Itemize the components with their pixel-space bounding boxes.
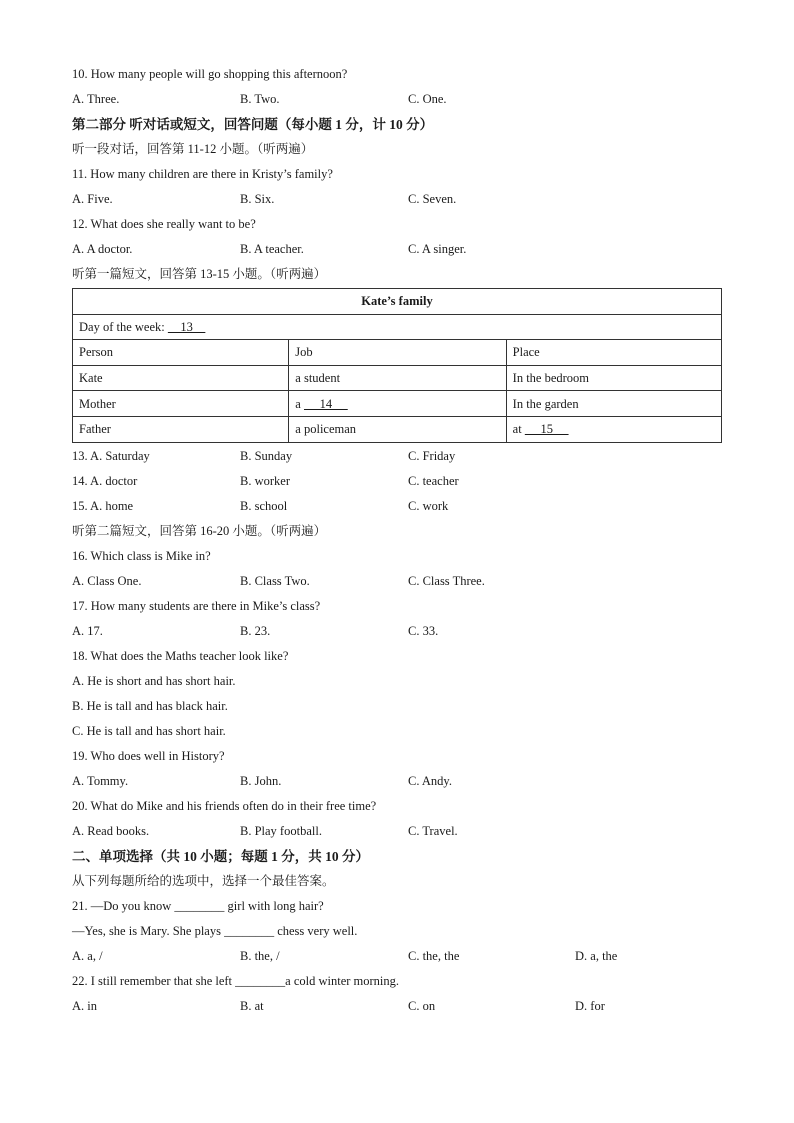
options-row (72, 619, 722, 644)
question-11: 11. How many children are there in Kristy’s family? (72, 167, 333, 181)
table-cell: a policeman (289, 416, 506, 442)
kates-family-table (72, 288, 722, 443)
option-c[interactable]: C. 33. (408, 623, 439, 638)
option-c[interactable]: C. Friday (408, 448, 456, 463)
option-c[interactable]: C. Andy. (408, 773, 452, 788)
options-row (72, 994, 722, 1019)
option-a[interactable]: A. He is short and has short hair. (72, 673, 236, 688)
option-a[interactable]: A. in (72, 998, 97, 1013)
option-b[interactable]: B. school (240, 498, 288, 513)
section-heading: 第二部分 听对话或短文，回答问题（每小题 1 分，计 10 分） (72, 117, 434, 132)
option-b[interactable]: B. John. (240, 773, 282, 788)
question-21-reply: —Yes, she is Mary. She plays ________ chess very well. (72, 923, 358, 938)
option-a[interactable]: 14. A. doctor (72, 473, 138, 488)
option-c[interactable]: C. A singer. (408, 242, 467, 256)
instruction: 从下列每题所给的选项中，选择一个最佳答案。 (72, 873, 335, 888)
options-row (72, 237, 722, 262)
option-c[interactable]: C. One. (408, 92, 447, 106)
table-header: Person (73, 340, 289, 366)
option-b[interactable]: B. A teacher. (240, 242, 304, 256)
options-row-15 (72, 494, 722, 519)
option-a[interactable]: A. Class One. (72, 573, 142, 588)
option-b[interactable]: B. Six. (240, 192, 275, 206)
option-a[interactable]: A. Three. (72, 92, 120, 106)
table-header: Place (506, 340, 721, 366)
option-b[interactable]: B. Two. (240, 92, 280, 106)
question-18: 18. What does the Maths teacher look like? (72, 648, 289, 663)
table-row (73, 365, 722, 391)
table-cell: Kate (73, 365, 289, 391)
table-cell (73, 314, 722, 340)
option-a[interactable]: A. Read books. (72, 823, 150, 838)
options-row (72, 87, 722, 112)
table-row (73, 289, 722, 315)
option-c[interactable]: C. teacher (408, 473, 459, 488)
option-a[interactable]: A. Five. (72, 192, 113, 206)
exam-page (72, 62, 722, 1019)
instruction: 听第二篇短文，回答第 16-20 小题。（听两遍） (72, 523, 327, 538)
instruction: 听第一篇短文，回答第 13-15 小题。（听两遍） (72, 267, 327, 281)
options-row-14 (72, 469, 722, 494)
option-c[interactable]: C. He is tall and has short hair. (72, 723, 226, 738)
option-c[interactable]: C. on (408, 998, 436, 1013)
option-c[interactable]: C. work (408, 498, 449, 513)
question-21: 21. —Do you know ________ girl with long hair? (72, 898, 324, 913)
table-row (73, 416, 722, 442)
option-b[interactable]: B. Class Two. (240, 573, 310, 588)
table-cell (506, 416, 721, 442)
job-prefix: a (295, 396, 301, 411)
question-22: 22. I still remember that she left ________a cold winter morning. (72, 973, 400, 988)
option-c[interactable]: C. Travel. (408, 823, 458, 838)
option-b[interactable]: B. He is tall and has black hair. (72, 698, 228, 713)
table-cell: a student (289, 365, 506, 391)
option-b[interactable]: B. Play football. (240, 823, 322, 838)
option-b[interactable]: B. worker (240, 473, 290, 488)
options-row (72, 569, 722, 594)
instruction: 听一段对话，回答第 11-12 小题。（听两遍） (72, 142, 314, 156)
table-cell (289, 391, 506, 417)
table-row (73, 391, 722, 417)
table-cell: In the bedroom (506, 365, 721, 391)
option-d[interactable]: D. for (575, 998, 605, 1013)
options-row-13 (72, 444, 722, 469)
option-c[interactable]: C. Seven. (408, 192, 457, 206)
options-row (72, 187, 722, 212)
option-a[interactable]: 13. A. Saturday (72, 448, 150, 463)
option-a[interactable]: A. a, / (72, 948, 103, 963)
blank-13[interactable]: 13 (167, 319, 206, 334)
blank-15[interactable]: 15 (524, 422, 569, 437)
option-a[interactable]: A. Tommy. (72, 773, 129, 788)
option-a[interactable]: A. 17. (72, 623, 103, 638)
option-c[interactable]: C. the, the (408, 948, 460, 963)
option-a[interactable]: A. A doctor. (72, 242, 133, 256)
table-row (73, 340, 722, 366)
table-cell: In the garden (506, 391, 721, 417)
question-16: 16. Which class is Mike in? (72, 548, 211, 563)
place-prefix: at (512, 422, 522, 437)
options-row (72, 819, 722, 844)
option-b[interactable]: B. 23. (240, 623, 271, 638)
question-12: 12. What does she really want to be? (72, 217, 256, 231)
option-b[interactable]: B. the, / (240, 948, 280, 963)
option-d[interactable]: D. a, the (575, 948, 618, 963)
table-cell: Father (73, 416, 289, 442)
table-header: Job (289, 340, 506, 366)
table-cell: Mother (73, 391, 289, 417)
option-c[interactable]: C. Class Three. (408, 573, 485, 588)
options-row (72, 944, 722, 969)
question-19: 19. Who does well in History? (72, 748, 225, 763)
question-17: 17. How many students are there in Mike’s class? (72, 598, 321, 613)
table-row (73, 314, 722, 340)
option-b[interactable]: B. at (240, 998, 264, 1013)
day-label: Day of the week: (79, 319, 165, 334)
table-title: Kate’s family (73, 289, 722, 315)
question-10: 10. How many people will go shopping this afternoon? (72, 67, 348, 81)
section-heading: 二、单项选择（共 10 小题；每题 1 分，共 10 分） (72, 848, 369, 864)
option-b[interactable]: B. Sunday (240, 448, 293, 463)
option-a[interactable]: 15. A. home (72, 498, 134, 513)
blank-14[interactable]: 14 (303, 396, 348, 411)
options-row (72, 769, 722, 794)
question-20: 20. What do Mike and his friends often do in their free time? (72, 798, 377, 813)
